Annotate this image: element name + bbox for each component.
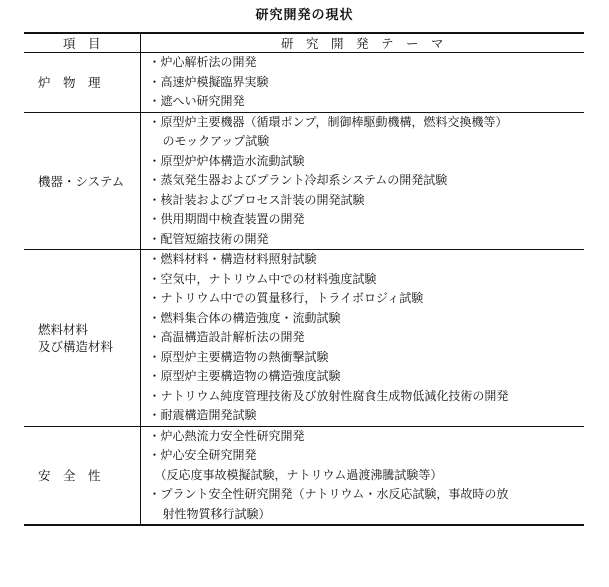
research-status-table [24,32,584,526]
theme-item: ・炉心安全研究開発 [148,448,257,462]
table-title: 研究開発の現状 [255,8,354,23]
theme-item: ・遮へい研究開発 [148,94,245,108]
category-label: 炉 物 理 [38,75,101,91]
category-cell [24,53,140,113]
category-cell [24,426,140,525]
theme-cell [140,250,584,427]
category-cell [24,250,140,427]
theme-item-continuation: 射性物質移行試験） [162,506,271,521]
theme-item: ・ナトリウム純度管理技術及び放射性腐食生成物低減化技術の開発 [148,388,509,403]
theme-item: ・耐震構造開発試験 [148,408,257,422]
theme-item: ・蒸気発生器およびプラント冷却系システムの開発試験 [148,173,448,187]
theme-item: ・原型炉主要構造物の構造強度試験 [148,369,341,383]
theme-item: ・原型炉主要機器（循環ポンプ，制御棒駆動機構，燃料交換機等） [148,114,508,129]
theme-item: ・原型炉主要構造物の熱衝撃試験 [148,349,329,364]
theme-item: ・空気中，ナトリウム中での材料強度試験 [148,271,377,286]
header-row [24,33,584,53]
theme-item: ・燃料集合体の構造強度・流動試験 [148,310,341,325]
theme-cell [140,112,584,250]
theme-item: ・供用期間中検査装置の開発 [148,212,305,226]
table-row [24,112,584,250]
header-item: 項 目 [24,33,140,53]
theme-item-continuation: （反応度事故模擬試験，ナトリウム過渡沸騰試験等） [154,467,443,482]
theme-item: ・燃料材料・構造材料照射試験 [148,252,317,266]
theme-item: ・核計装およびプロセス計装の開発試験 [148,192,365,207]
category-label: 安 全 性 [38,468,101,484]
theme-item: ・高速炉模擬臨界実験 [148,74,269,89]
theme-cell [140,426,584,525]
category-cell [24,112,140,250]
theme-item: ・炉心解析法の開発 [148,55,257,69]
theme-cell [140,53,584,113]
theme-item-continuation: のモックアップ試験 [162,134,270,148]
category-label: 機器・システム [38,173,125,189]
table-row [24,250,584,427]
theme-item: ・原型炉炉体構造水流動試験 [148,153,305,168]
theme-item: ・配管短縮技術の開発 [148,231,269,246]
theme-item: ・プラント安全性研究開発（ナトリウム・水反応試験，事故時の放 [148,487,509,501]
category-label: 燃料材料 及び構造材料 [38,321,114,354]
table-row [24,53,584,113]
table-row [24,426,584,525]
theme-item: ・高温構造設計解析法の開発 [148,330,305,344]
header-theme: 研 究 開 発 テ ー マ [140,33,584,53]
theme-item: ・炉心熱流力安全性研究開発 [148,428,305,443]
theme-item: ・ナトリウム中での質量移行，トライボロジィ試験 [148,291,424,305]
